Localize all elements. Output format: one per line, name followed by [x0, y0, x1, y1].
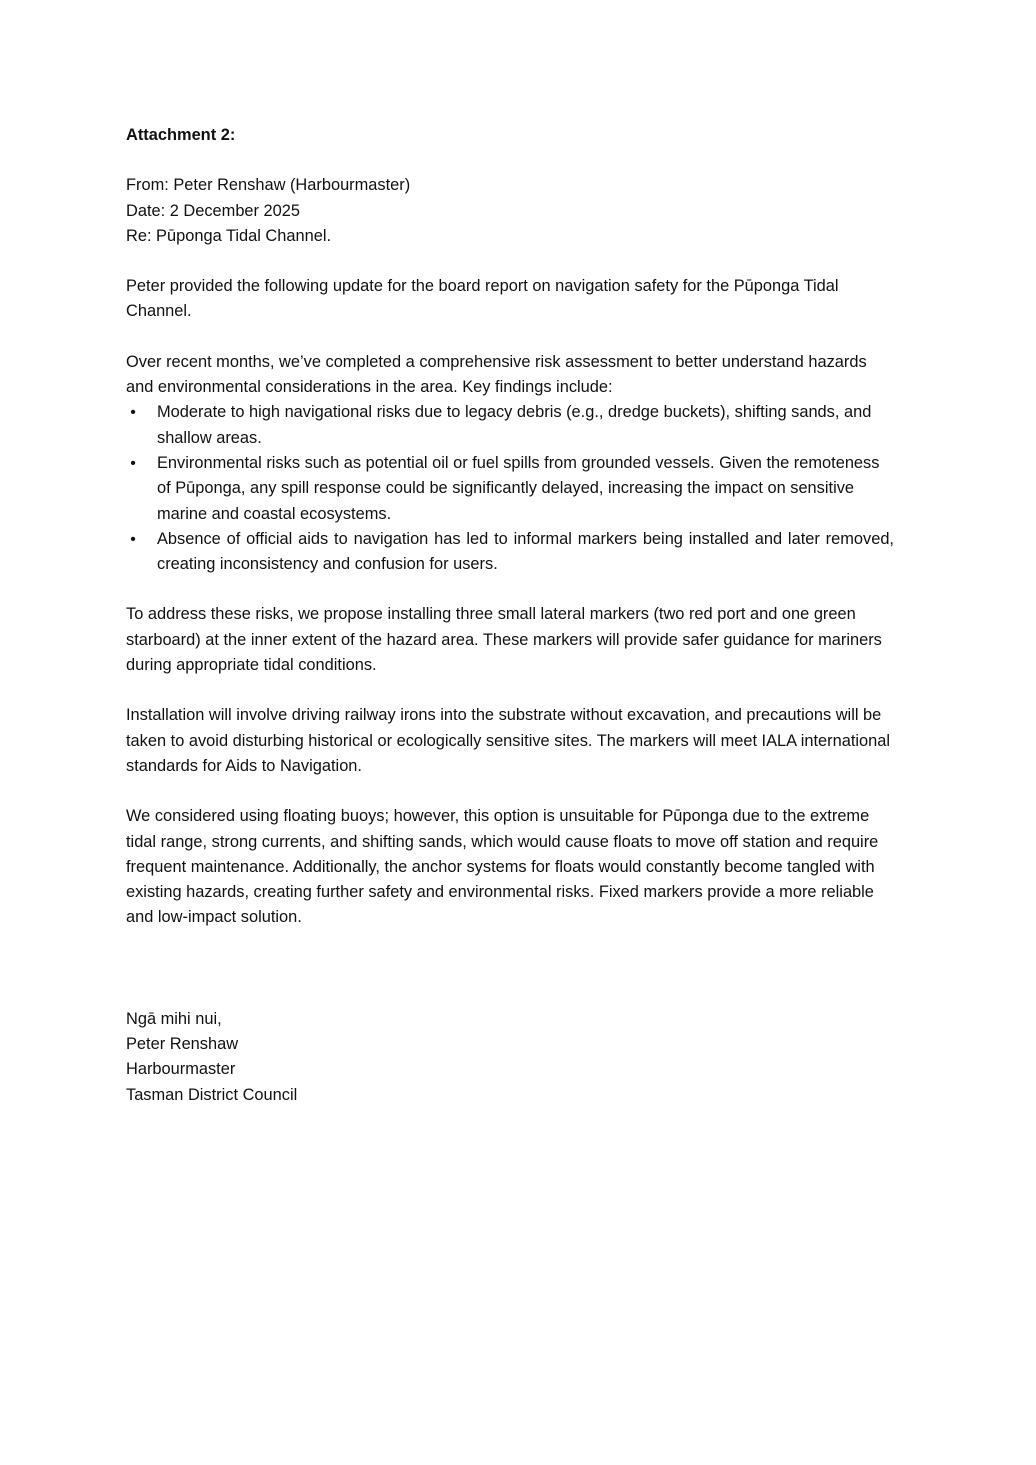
- signatory-role: Harbourmaster: [126, 1060, 236, 1079]
- attachment-heading: Attachment 2:: [126, 126, 236, 144]
- spacer: [126, 678, 894, 703]
- spacer: [126, 325, 894, 350]
- bullet-icon: •: [130, 530, 136, 548]
- list-item: [126, 451, 894, 527]
- memo-subject: Re: Pūponga Tidal Channel.: [126, 226, 332, 245]
- proposal-paragraph: To address these risks, we propose installing three small lateral markers (two red port and one green starboard) at the inner extent of the hazard area. These markers will provide safer guidance for mariners during appropriate tidal conditions.: [126, 605, 882, 675]
- memo-from: From: Peter Renshaw (Harbourmaster): [126, 176, 411, 195]
- spacer: [126, 931, 894, 1007]
- key-findings-list: [126, 400, 894, 577]
- signature-block: [126, 1007, 894, 1108]
- document-page: [126, 123, 894, 1108]
- list-item: [126, 400, 894, 451]
- spacer: [126, 148, 894, 173]
- alternatives-paragraph: We considered using floating buoys; however, this option is unsuitable for Pūponga due to the extreme tidal range, strong currents, and shifting sands, which would cause floats to move off station and require frequent maintenance. Additionally, the anchor systems for floats would constantly become tangled with existing hazards, creating further safety and environmental risks. Fixed markers provide a more reliable and low-impact solution.: [126, 807, 879, 927]
- bullet-icon: •: [130, 404, 136, 422]
- signatory-organisation: Tasman District Council: [126, 1085, 298, 1104]
- spacer: [126, 249, 894, 274]
- finding-text: Moderate to high navigational risks due to legacy debris (e.g., dredge buckets), shifting sands, and shallow areas.: [157, 403, 872, 447]
- memo-header: [126, 173, 894, 249]
- assessment-lead-paragraph: Over recent months, we’ve completed a comprehensive risk assessment to better understand hazards and environmental considerations in the area. Key findings include:: [126, 352, 867, 397]
- signatory-name: Peter Renshaw: [126, 1035, 239, 1054]
- spacer: [126, 779, 894, 804]
- finding-text: Environmental risks such as potential oil or fuel spills from grounded vessels. Given the remoteness of Pūponga, any spill response could be significantly delayed, increasing the impact on sensitive marine and coastal ecosystems.: [157, 453, 880, 523]
- list-item: [126, 527, 894, 578]
- intro-paragraph: Peter provided the following update for the board report on navigation safety for the Pūponga Tidal Channel.: [126, 277, 839, 321]
- finding-text: Absence of official aids to navigation has led to informal markers being installed and later removed, creating inconsistency and confusion for users.: [157, 529, 894, 574]
- spacer: [126, 577, 894, 602]
- memo-date: Date: 2 December 2025: [126, 201, 301, 220]
- bullet-icon: •: [130, 454, 136, 472]
- installation-paragraph: Installation will involve driving railway irons into the substrate without excavation, and precautions will be taken to avoid disturbing historical or ecologically sensitive sites. The markers will meet IALA international standards for Aids to Navigation.: [126, 706, 891, 775]
- closing-salutation: Ngā mihi nui,: [126, 1009, 222, 1028]
